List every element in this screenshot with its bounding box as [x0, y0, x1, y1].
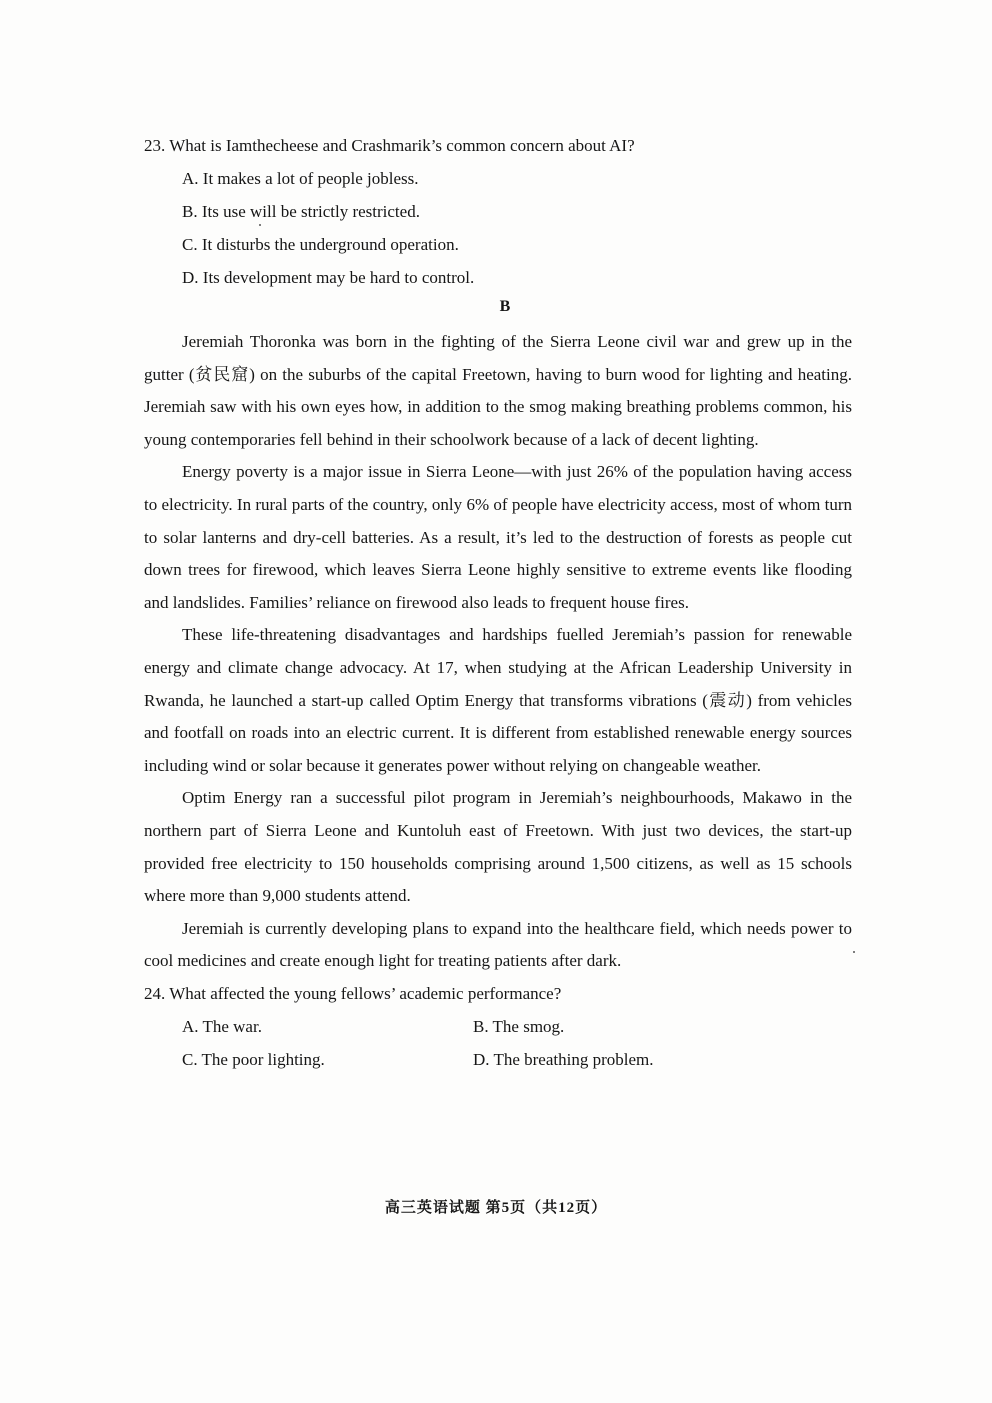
section-b-title: B — [499, 298, 511, 315]
passage-paragraph-3: These life-threatening disadvantages and hardships fuelled Jeremiah’s passion for renewable energy and climate change advocacy. At 17, when studying at the African Leadership University in Rwanda, he launched a start-up called Optim Energy that transforms vibrations (震动) from vehicles and footfall on roads into an electric current. It is different from established renewable energy sources including wind or solar because it generates power without relying on changeable weather. — [144, 625, 852, 775]
scan-speck — [259, 224, 261, 226]
passage-paragraph-2: Energy poverty is a major issue in Sierra Leone—with just 26% of the population having access to electricity. In rural parts of the country, only 6% of people have electricity access, most of whom turn to solar lanterns and dry-cell batteries. As a result, it’s led to the destruction of forests as people cut down trees for firewood, which leaves Sierra Leone highly sensitive to extreme events like flooding and landslides. Families’ reliance on firewood also leads to frequent house fires. — [144, 462, 852, 612]
question-23-option-b: B. Its use will be strictly restricted. — [182, 202, 420, 221]
question-24: 24. What affected the young fellows’ academic performance? — [144, 983, 562, 1003]
page-footer: 高三英语试题 第5页（共12页） — [384, 1200, 608, 1216]
question-23: 23. What is Iamthecheese and Crashmarik’s common concern about AI? — [144, 136, 635, 155]
question-24-options — [144, 1010, 852, 1076]
passage-paragraph-1: Jeremiah Thoronka was born in the fighting of the Sierra Leone civil war and grew up in the gutter (贫民窟) on the suburbs of the capital Freetown, having to burn wood for lighting and heating. Jeremiah saw with his own eyes how, in addition to the smog making breathing problems common, his young contemporaries fell behind in their schoolwork because of a lack of decent lighting. — [144, 332, 852, 449]
question-24-option-d: D. The breathing problem. — [473, 1049, 654, 1069]
passage-paragraph-4: Optim Energy ran a successful pilot program in Jeremiah’s neighbourhoods, Makawo in the northern part of Sierra Leone and Kuntoluh east of Freetown. With just two devices, the start-up provided free electricity to 150 households comprising around 1,500 citizens, as well as 15 schools where more than 9,000 students attend. — [144, 788, 852, 906]
scan-speck — [853, 951, 855, 953]
question-23-option-c: C. It disturbs the underground operation. — [182, 235, 459, 254]
question-23-option-a: A. It makes a lot of people jobless. — [182, 169, 419, 188]
passage-paragraph-5: Jeremiah is currently developing plans to expand into the healthcare field, which needs power to cool medicines and create enough light for treating patients after dark. — [144, 918, 852, 971]
question-24-option-b: B. The smog. — [473, 1016, 565, 1036]
question-23-option-d: D. Its development may be hard to control. — [182, 268, 475, 287]
question-24-option-c: C. The poor lighting. — [182, 1049, 325, 1069]
page-content — [144, 130, 852, 1076]
question-24-option-a: A. The war. — [182, 1016, 262, 1036]
